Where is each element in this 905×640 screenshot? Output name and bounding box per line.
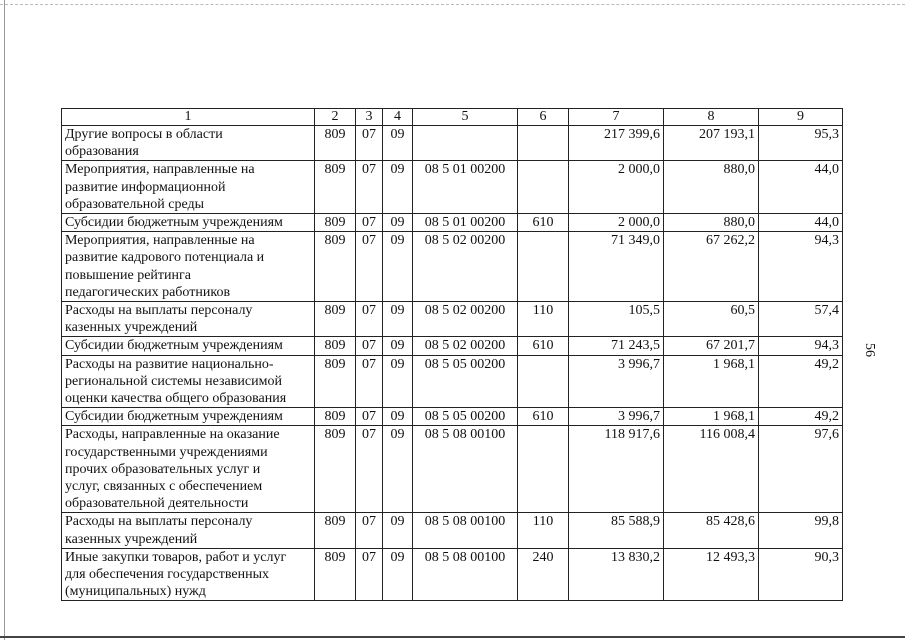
expense-name: Субсидии бюджетным учреждениям <box>62 214 315 232</box>
subsection-code: 09 <box>383 408 413 426</box>
actual-amount: 67 262,2 <box>664 232 759 302</box>
actual-amount: 60,5 <box>664 302 759 337</box>
target-item-code: 08 5 01 00200 <box>413 161 518 214</box>
actual-amount: 880,0 <box>664 214 759 232</box>
table-row <box>62 548 843 601</box>
planned-amount: 2 000,0 <box>569 161 664 214</box>
table-row <box>62 337 843 355</box>
expense-type-code: 240 <box>518 548 569 601</box>
subsection-code: 09 <box>383 126 413 161</box>
target-item-code: 08 5 08 00100 <box>413 426 518 513</box>
actual-amount: 207 193,1 <box>664 126 759 161</box>
planned-amount: 71 349,0 <box>569 232 664 302</box>
planned-amount: 217 399,6 <box>569 126 664 161</box>
section-code: 07 <box>356 355 383 408</box>
ministry-code: 809 <box>315 337 356 355</box>
expense-name: Другие вопросы в области образования <box>62 126 315 161</box>
expense-type-code <box>518 126 569 161</box>
ministry-code: 809 <box>315 408 356 426</box>
table-row <box>62 355 843 408</box>
expense-type-code: 110 <box>518 513 569 548</box>
execution-percent: 97,6 <box>759 426 843 513</box>
expense-type-code: 610 <box>518 408 569 426</box>
expense-type-code: 610 <box>518 214 569 232</box>
actual-amount: 1 968,1 <box>664 408 759 426</box>
subsection-code: 09 <box>383 232 413 302</box>
section-code: 07 <box>356 232 383 302</box>
planned-amount: 3 996,7 <box>569 408 664 426</box>
column-header: 9 <box>759 109 843 126</box>
ministry-code: 809 <box>315 426 356 513</box>
planned-amount: 13 830,2 <box>569 548 664 601</box>
column-header: 6 <box>518 109 569 126</box>
column-header: 3 <box>356 109 383 126</box>
ministry-code: 809 <box>315 302 356 337</box>
target-item-code: 08 5 05 00200 <box>413 355 518 408</box>
subsection-code: 09 <box>383 302 413 337</box>
expense-name: Мероприятия, направленные на развитие кадрового потенциала и повышение рейтинга педагогических работников <box>62 232 315 302</box>
expense-type-code <box>518 232 569 302</box>
table-row <box>62 126 843 161</box>
target-item-code: 08 5 02 00200 <box>413 302 518 337</box>
subsection-code: 09 <box>383 161 413 214</box>
actual-amount: 12 493,3 <box>664 548 759 601</box>
table-row <box>62 426 843 513</box>
execution-percent: 94,3 <box>759 232 843 302</box>
expense-type-code <box>518 426 569 513</box>
target-item-code: 08 5 02 00200 <box>413 232 518 302</box>
table-row <box>62 161 843 214</box>
execution-percent: 57,4 <box>759 302 843 337</box>
section-code: 07 <box>356 126 383 161</box>
subsection-code: 09 <box>383 513 413 548</box>
planned-amount: 85 588,9 <box>569 513 664 548</box>
table-row <box>62 513 843 548</box>
actual-amount: 67 201,7 <box>664 337 759 355</box>
target-item-code <box>413 126 518 161</box>
execution-percent: 44,0 <box>759 161 843 214</box>
ministry-code: 809 <box>315 161 356 214</box>
execution-percent: 90,3 <box>759 548 843 601</box>
section-code: 07 <box>356 513 383 548</box>
execution-percent: 99,8 <box>759 513 843 548</box>
actual-amount: 880,0 <box>664 161 759 214</box>
section-code: 07 <box>356 214 383 232</box>
execution-percent: 49,2 <box>759 408 843 426</box>
execution-percent: 94,3 <box>759 337 843 355</box>
page-number: 56 <box>862 343 877 357</box>
subsection-code: 09 <box>383 214 413 232</box>
ministry-code: 809 <box>315 126 356 161</box>
target-item-code: 08 5 08 00100 <box>413 513 518 548</box>
subsection-code: 09 <box>383 355 413 408</box>
actual-amount: 85 428,6 <box>664 513 759 548</box>
target-item-code: 08 5 02 00200 <box>413 337 518 355</box>
table-row <box>62 214 843 232</box>
expense-name: Расходы на выплаты персоналу казенных учреждений <box>62 302 315 337</box>
expense-name: Иные закупки товаров, работ и услуг для обеспечения государственных (муниципальных) нужд <box>62 548 315 601</box>
table-row <box>62 232 843 302</box>
subsection-code: 09 <box>383 426 413 513</box>
section-code: 07 <box>356 161 383 214</box>
section-code: 07 <box>356 548 383 601</box>
expense-type-code: 110 <box>518 302 569 337</box>
ministry-code: 809 <box>315 513 356 548</box>
expense-name: Расходы на выплаты персоналу казенных учреждений <box>62 513 315 548</box>
section-code: 07 <box>356 426 383 513</box>
ministry-code: 809 <box>315 232 356 302</box>
expense-name: Субсидии бюджетным учреждениям <box>62 337 315 355</box>
column-header: 5 <box>413 109 518 126</box>
column-header: 8 <box>664 109 759 126</box>
ministry-code: 809 <box>315 214 356 232</box>
page-edge-top <box>0 4 905 5</box>
planned-amount: 105,5 <box>569 302 664 337</box>
expense-type-code <box>518 355 569 408</box>
expense-type-code: 610 <box>518 337 569 355</box>
subsection-code: 09 <box>383 337 413 355</box>
expense-name: Мероприятия, направленные на развитие информационной образовательной среды <box>62 161 315 214</box>
planned-amount: 71 243,5 <box>569 337 664 355</box>
planned-amount: 3 996,7 <box>569 355 664 408</box>
execution-percent: 44,0 <box>759 214 843 232</box>
page-edge-bottom <box>0 636 905 638</box>
execution-percent: 49,2 <box>759 355 843 408</box>
ministry-code: 809 <box>315 355 356 408</box>
target-item-code: 08 5 08 00100 <box>413 548 518 601</box>
target-item-code: 08 5 05 00200 <box>413 408 518 426</box>
section-code: 07 <box>356 408 383 426</box>
expense-type-code <box>518 161 569 214</box>
expense-name: Субсидии бюджетным учреждениям <box>62 408 315 426</box>
planned-amount: 2 000,0 <box>569 214 664 232</box>
subsection-code: 09 <box>383 548 413 601</box>
budget-table <box>61 108 843 601</box>
planned-amount: 118 917,6 <box>569 426 664 513</box>
section-code: 07 <box>356 337 383 355</box>
execution-percent: 95,3 <box>759 126 843 161</box>
page-edge-left <box>4 0 5 640</box>
actual-amount: 116 008,4 <box>664 426 759 513</box>
actual-amount: 1 968,1 <box>664 355 759 408</box>
column-header: 1 <box>62 109 315 126</box>
expense-name: Расходы на развитие национально- региональной системы независимой оценки качества общего образования <box>62 355 315 408</box>
header-row <box>62 109 843 126</box>
column-header: 7 <box>569 109 664 126</box>
column-header: 4 <box>383 109 413 126</box>
section-code: 07 <box>356 302 383 337</box>
table-row <box>62 408 843 426</box>
column-header: 2 <box>315 109 356 126</box>
table-row <box>62 302 843 337</box>
expense-name: Расходы, направленные на оказание государственными учреждениями прочих образовательных услуг и услуг, связанных с обеспечением образовательной деятельности <box>62 426 315 513</box>
target-item-code: 08 5 01 00200 <box>413 214 518 232</box>
ministry-code: 809 <box>315 548 356 601</box>
